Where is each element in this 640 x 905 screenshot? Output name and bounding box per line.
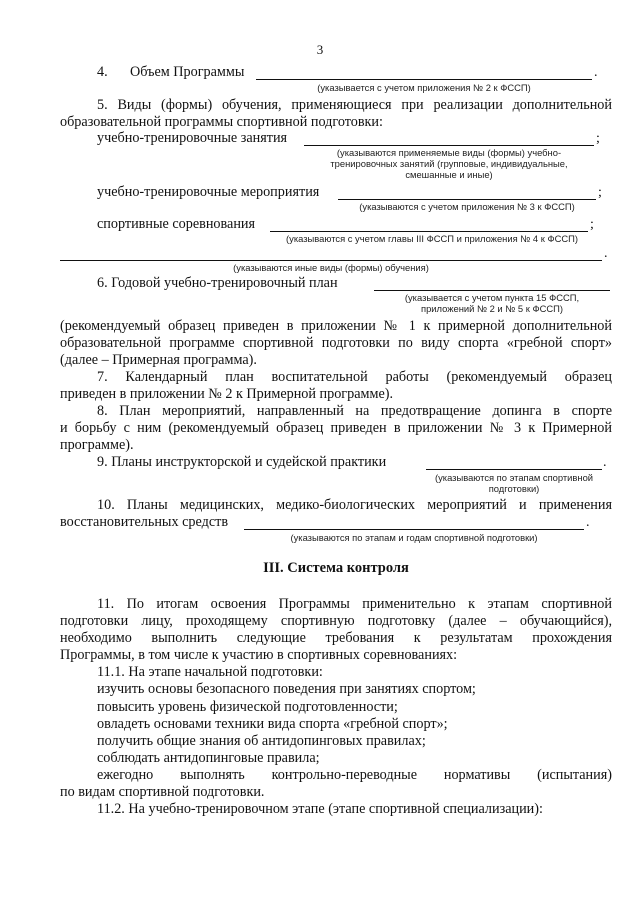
item-6-note-2: приложений № 2 и № 5 к ФССП) <box>421 303 563 314</box>
paragraph-11-line-4: Программы, в том числе к участию в спортивных соревнованиях: <box>60 647 458 663</box>
item-10-blank-line <box>244 529 584 530</box>
item-7-line-1: 7. Календарный план воспитательной работы (рекомендуемый образец <box>97 369 612 385</box>
item-4-number: 4. <box>97 64 108 80</box>
item-10-end: . <box>586 515 590 530</box>
paragraph-11-line-3: необходимо выполнить следующие требования к результатам прохождения <box>60 630 612 646</box>
requirement-2: повысить уровень физической подготовленности; <box>97 699 398 715</box>
other-forms-note: (указываются иные виды (формы) обучения) <box>233 262 429 273</box>
requirement-1: изучить основы безопасного поведения при занятиях спортом; <box>97 681 476 697</box>
training-events-blank-line <box>338 199 596 200</box>
item-6-label: 6. Годовой учебно-тренировочный план <box>97 275 338 291</box>
item-6-note-1: (указывается с учетом пункта 15 ФССП, <box>404 292 580 303</box>
training-sessions-note-3: смешанные и иные) <box>405 169 493 180</box>
training-events-note: (указываются с учетом приложения № 3 к ФССП) <box>359 201 575 212</box>
item-5-line-2: образовательной программы спортивной подготовки: <box>60 114 383 130</box>
requirement-4: получить общие знания об антидопинговых правилах; <box>97 733 426 749</box>
item-9-end: . <box>603 455 607 470</box>
item-9-blank-line <box>426 469 602 470</box>
training-sessions-label: учебно-тренировочные занятия <box>97 130 288 146</box>
item-6-line-3: образовательной программе спортивной подготовки по виду спорта «гребной спорт» <box>60 335 612 351</box>
competitions-end: ; <box>590 217 594 232</box>
training-sessions-note-1: (указываются применяемые виды (формы) учебно- <box>336 147 562 158</box>
item-6-line-4: (далее – Примерная программа). <box>60 352 257 368</box>
item-8-line-3: программе). <box>60 437 134 453</box>
page-number: 3 <box>316 42 324 57</box>
item-10-note: (указываются по этапам и годам спортивной подготовки) <box>290 532 538 543</box>
item-10-line-1: 10. Планы медицинских, медико-биологических мероприятий и применения <box>97 497 612 513</box>
item-4-label: Объем Программы <box>130 64 245 80</box>
item-4-note: (указывается с учетом приложения № 2 к ФССП) <box>317 82 531 93</box>
training-sessions-note-2: тренировочных занятий (групповые, индивидуальные, <box>330 158 568 169</box>
competitions-label: спортивные соревнования <box>97 216 256 232</box>
item-6-line-2: (рекомендуемый образец приведен в приложении № 1 к примерной дополнительной <box>60 318 612 334</box>
paragraph-11-line-2: подготовки лицу, проходящему спортивную подготовку (далее – обучающийся), <box>60 613 612 629</box>
section-heading: III. Система контроля <box>263 560 409 576</box>
item-9-label: 9. Планы инструкторской и судейской практики <box>97 454 387 470</box>
requirement-6-line-2: по видам спортивной подготовки. <box>60 784 265 800</box>
training-sessions-blank-line <box>304 145 594 146</box>
paragraph-11-line-1: 11. По итогам освоения Программы применительно к этапам спортивной <box>97 596 612 612</box>
item-7-line-2: приведен в приложении № 2 к Примерной программе). <box>60 386 394 402</box>
competitions-blank-line <box>270 231 588 232</box>
paragraph-11-2-title: 11.2. На учебно-тренировочном этапе (этапе спортивной специализации): <box>97 801 543 817</box>
requirement-6-line-1: ежегодно выполнять контрольно-переводные нормативы (испытания) <box>97 767 612 783</box>
item-6-blank-line <box>374 290 610 291</box>
training-events-label: учебно-тренировочные мероприятия <box>97 184 320 200</box>
requirement-3: овладеть основами техники вида спорта «гребной спорт»; <box>97 716 448 732</box>
paragraph-11-1-title: 11.1. На этапе начальной подготовки: <box>97 664 323 680</box>
item-8-line-2: и борьбу с ним (рекомендуемый образец приведен в приложении № 3 к Примерной <box>60 420 612 436</box>
training-sessions-end: ; <box>596 131 600 146</box>
item-5-line-1: 5. Виды (формы) обучения, применяющиеся при реализации дополнительной <box>97 97 612 113</box>
item-9-note-2: подготовки) <box>488 483 540 494</box>
other-forms-blank-line <box>60 260 602 261</box>
training-events-end: ; <box>598 185 602 200</box>
item-4-end: . <box>594 65 598 80</box>
competitions-note: (указываются с учетом главы III ФССП и приложения № 4 к ФССП) <box>286 233 578 244</box>
item-8-line-1: 8. План мероприятий, направленный на предотвращение допинга в спорте <box>97 403 612 419</box>
item-4-blank-line <box>256 79 592 80</box>
item-9-note-1: (указываются по этапам спортивной <box>434 472 594 483</box>
item-10-line-2: восстановительных средств <box>60 514 229 530</box>
requirement-5: соблюдать антидопинговые правила; <box>97 750 320 766</box>
other-forms-end: . <box>604 246 608 261</box>
